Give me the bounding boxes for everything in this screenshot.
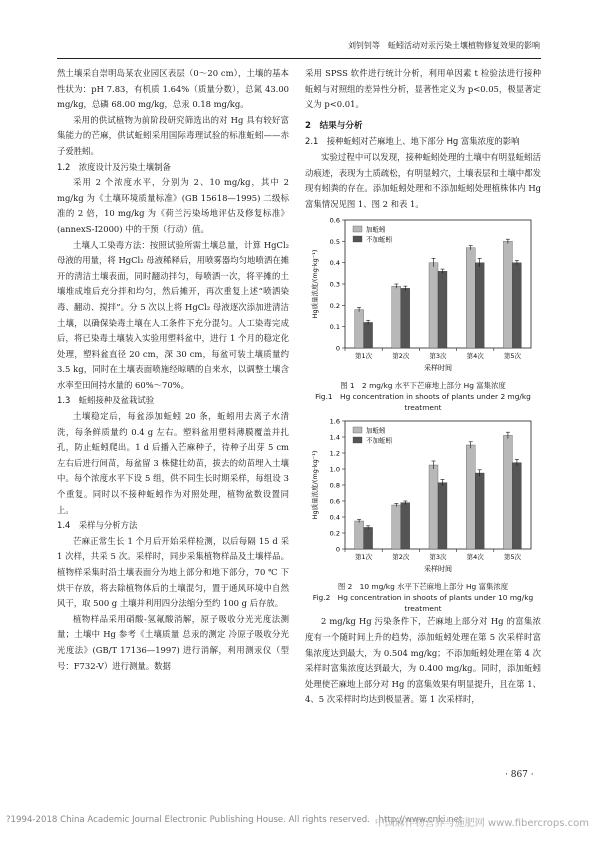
paragraph: 然土壤采自崇明岛某农业园区表层（0～20 cm），土壤的基本性状为：pH 7.83，有机质 1.64%（质量分数），总氮 43.00 mg/kg，总磷 68.00 mg/kg，总汞 0.18 mg/kg。 xyxy=(57,68,289,110)
paragraph: 采用 2 个浓度水平，分别为 2、10 mg/kg，其中 2 mg/kg 为《土壤环境质量标准》(GB 15618—1995) 二级标准的 2 倍，10 mg/kg 为《荷兰污染场地评估及修复标准》(annexS-I2000) 中的干预（行动）值。 xyxy=(57,177,289,234)
legend-swatch xyxy=(353,236,362,242)
y-tick-label: 0.8 xyxy=(329,481,340,490)
right-column xyxy=(305,66,541,708)
x-tick-label: 第2次 xyxy=(392,352,410,361)
y-tick-label: 0.1 xyxy=(329,323,340,332)
header-rule xyxy=(57,58,541,59)
figure-1-chart xyxy=(305,212,541,380)
y-tick-label: 0.3 xyxy=(329,280,340,289)
bar-without-earthworm xyxy=(512,263,521,348)
y-tick-label: 0.6 xyxy=(329,497,340,506)
legend-label: 不加蚯蚓 xyxy=(366,235,392,244)
x-tick-label: 第3次 xyxy=(429,553,447,562)
paragraph: 采用的供试植物为前阶段研究筛选出的对 Hg 具有较好富集能力的芒麻，供试蚯蚓采用国际毒理试验的标准蚯蚓——赤子爱胜蚓。 xyxy=(57,114,289,156)
bar-without-earthworm xyxy=(438,483,447,549)
bar-without-earthworm xyxy=(475,263,484,348)
paragraph: 2 mg/kg Hg 污染条件下，芒麻地上部分对 Hg 的富集浓度有一个随时间上升的趋势，添加蚯蚓处理在第 5 次采样时富集浓度达到最大，为 0.504 mg/kg；不添加蚯蚓处理在第 4 次采样时富集浓度达到最大，为 0.400 mg/kg。同时，添加蚯蚓处理使芒麻地上部分对 Hg 的富集效果有明显提升，且在第 1、4、5 次采样时均达到极显著。第 1 次采样时， xyxy=(305,616,541,705)
section-heading-1-2: 1.2 浓度设计及污染土壤制备 xyxy=(57,161,171,172)
section-heading-2-1: 2.1 接种蚯蚓对芒麻地上、地下部分 Hg 富集浓度的影响 xyxy=(305,136,520,147)
copyright-footer: ?1994-2018 China Academic Journal Electronic Publishing House. All rights reserved. http://www.cnki.net xyxy=(6,815,463,825)
bar-without-earthworm xyxy=(364,528,373,550)
paragraph: 土壤稳定后，每盆添加蚯蚓 20 条，蚯蚓用去离子水清洗，每条鲜质量约 0.4 g 左右。塑料盆用塑料薄膜覆盖并扎孔，防止蚯蚓爬出。1 d 后播入芒麻种子，待种子出芽 5 cm 左右后进行间苗，每盆留 3 株健壮幼苗，拔去的幼苗埋入土壤中。每个浓度水平下设 5 组，供不同生长时期采样，每组设 3 个重复。同时以不接种蚯蚓作为对照处理，植物盆数设置同上。 xyxy=(57,411,289,515)
x-tick-label: 第5次 xyxy=(503,553,521,562)
bar-without-earthworm xyxy=(401,503,410,549)
y-tick-label: 0 xyxy=(335,344,340,353)
legend-label: 加蚯蚓 xyxy=(366,225,386,234)
bar-with-earthworm xyxy=(392,286,401,348)
bar-without-earthworm xyxy=(438,272,447,349)
bar-with-earthworm xyxy=(355,521,364,549)
bar-with-earthworm xyxy=(503,436,512,550)
y-tick-label: 0.4 xyxy=(329,259,340,268)
section-heading-1-4: 1.4 采样与分析方法 xyxy=(57,520,138,531)
paragraph: 植物样品采用硝酸-氢氟酸消解，原子吸收分光光度法测量；土壤中 Hg 参考《土壤质量 总汞的测定 冷原子吸收分光光度法》(GB/T 17136—1997) 进行消解，利用测汞仪（型号：F732-V）进行测量。数据 xyxy=(57,613,289,671)
paragraph: 芒麻正常生长 1 个月后开始采样检测，以后每隔 15 d 采 1 次样，共采 5 次。采样时，同步采集植物样品及土壤样品。植物样采集时沿土壤表面分为地上部分和地下部分，70 ℃ 下烘干存放，将去除植物体后的土壤混匀，置于通风环境中自然风干，取 500 g 土壤并利用四分法缩分至约 100 g 后存放。 xyxy=(57,535,289,609)
paragraph: 实验过程中可以发现，接种蚯蚓处理的土壤中有明显蚯蚓活动痕迹，表现为土质疏松，有明显蚓穴，土壤表层和土壤中都发现有蚓粪的存在。添加蚯蚓处理和不添加蚯蚓处理植株体内 Hg 富集情况见图 1、图 2 和表 1。 xyxy=(305,151,541,209)
y-axis-label: Hg质量浓度/(mg·kg⁻¹) xyxy=(311,249,319,319)
figure-2-chart xyxy=(305,413,541,581)
y-tick-label: 0.5 xyxy=(329,238,340,247)
paragraph: 采用 SPSS 软件进行统计分析，利用单因素 t 检验法进行接种蚯蚓与对照组的差异性分析，显著性定义为 p<0.05，极显著定义为 p<0.01。 xyxy=(305,68,541,110)
left-column xyxy=(57,66,289,674)
legend-label: 不加蚯蚓 xyxy=(366,436,392,445)
bar-with-earthworm xyxy=(392,505,401,549)
bar-without-earthworm xyxy=(512,463,521,549)
x-tick-label: 第5次 xyxy=(503,352,521,361)
x-axis-label: 采样时间 xyxy=(424,565,452,574)
x-tick-label: 第1次 xyxy=(355,352,373,361)
x-tick-label: 第1次 xyxy=(355,553,373,562)
figure-2-caption-en: Fig.2 Hg concentration in shoots of plants under 10 mg/kg treatment xyxy=(312,593,534,614)
figure-2 xyxy=(305,413,541,614)
bar-with-earthworm xyxy=(355,310,364,348)
x-axis-label: 采样时间 xyxy=(424,364,452,373)
bar-without-earthworm xyxy=(401,289,410,349)
x-tick-label: 第4次 xyxy=(466,352,484,361)
watermark: 中国麻作物营养与施肥网 www.fibercrops.com xyxy=(374,818,589,829)
x-tick-label: 第2次 xyxy=(392,553,410,562)
y-tick-label: 1.4 xyxy=(329,433,340,442)
page-number: · 867 · xyxy=(505,770,534,780)
y-tick-label: 0.2 xyxy=(329,529,340,538)
paragraph: 土壤人工染毒方法：按照试验所需土壤总量，计算 HgCl₂ 母液的用量，将 HgCl₂ 母液稀释后，用喷雾器均匀地喷洒在摊开的清洁土壤表面，同时翻动拌匀，每喷洒一次，将平摊的土壤堆成堆后充分拌和均匀，然后摊开，再次重复上述“喷洒染毒、翻动、搅拌”。分 5 次以上将 HgCl₂ 母液逐次添加进清洁土壤，以确保染毒土壤在人工条件下充分混匀。人工染毒完成后，将已染毒土壤装入实验用塑料盆中，进行 1 个月的稳定化处理，塑料盆直径 20 cm，深 30 cm，每盆可装土壤质量约 3.5 kg，同时在土壤表面喷施经晾晒的自来水，以调整土壤含水率至田间持水量的 60%～70%。 xyxy=(57,239,289,390)
bar-with-earthworm xyxy=(466,445,475,549)
running-header: 刘钊钊等 蚯蚓活动对汞污染土壤植物修复效果的影响 xyxy=(348,41,540,50)
section-heading-1-3: 1.3 蚯蚓接种及盆栽试验 xyxy=(57,395,155,406)
bar-with-earthworm xyxy=(503,242,512,349)
figure-1-caption-en: Fig.1 Hg concentration in shoots of plants under 2 mg/kg treatment xyxy=(315,392,531,413)
x-tick-label: 第3次 xyxy=(429,352,447,361)
y-tick-label: 0 xyxy=(335,545,340,554)
legend-swatch xyxy=(353,437,362,443)
bar-with-earthworm xyxy=(429,263,438,348)
figure-2-caption-cn: 图 2 10 mg/kg 水平下芒麻地上部分 Hg 富集浓度 xyxy=(337,582,509,592)
y-tick-label: 1.6 xyxy=(329,417,340,426)
figure-1 xyxy=(305,212,541,413)
bar-without-earthworm xyxy=(475,473,484,549)
legend-swatch xyxy=(353,427,362,433)
x-tick-label: 第4次 xyxy=(466,553,484,562)
legend-swatch xyxy=(353,226,362,232)
bar-with-earthworm xyxy=(429,465,438,549)
bar-without-earthworm xyxy=(364,323,373,349)
legend-label: 加蚯蚓 xyxy=(366,426,386,435)
y-tick-label: 0.2 xyxy=(329,302,340,311)
y-tick-label: 0.6 xyxy=(329,216,340,225)
y-tick-label: 1.0 xyxy=(329,465,340,474)
bar-with-earthworm xyxy=(466,248,475,348)
y-axis-label: Hg质量浓度/(mg·kg⁻¹) xyxy=(311,450,319,520)
y-tick-label: 1.2 xyxy=(329,449,340,458)
figure-1-caption-cn: 图 1 2 mg/kg 水平下芒麻地上部分 Hg 富集浓度 xyxy=(340,381,506,391)
section-heading-2: 2 结果与分析 xyxy=(305,120,363,131)
y-tick-label: 0.4 xyxy=(329,513,340,522)
